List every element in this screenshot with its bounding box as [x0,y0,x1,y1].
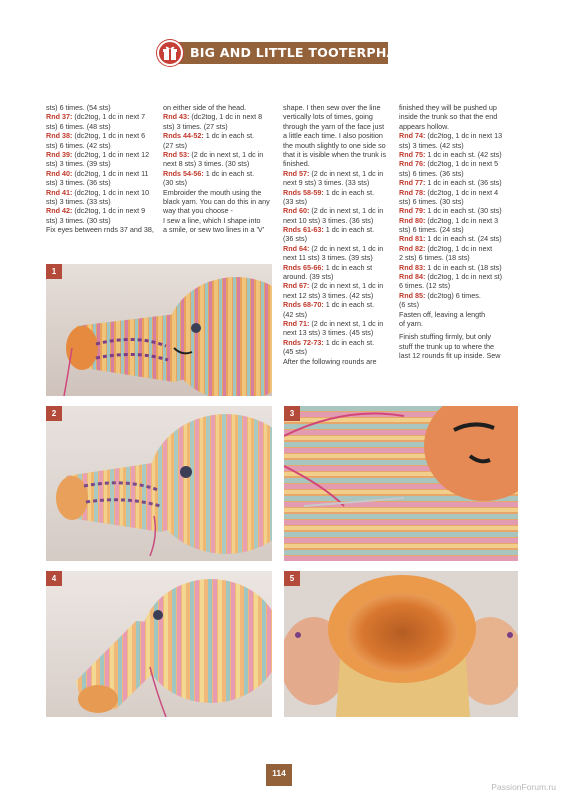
instruction-text: (42 sts) [283,309,307,319]
instruction-text: through the yarn of the face just [283,121,385,131]
instruction-text: 1 dc in each st. (24 sts) [425,234,502,244]
pattern-line [46,178,164,187]
pattern-line [399,281,517,290]
round-label: Rnd 77: [399,178,426,188]
gift-logo-icon [157,40,183,66]
pattern-line [46,225,164,234]
instruction-text: After the following rounds are [283,356,377,366]
instruction-text: black yarn. You can do this in any [163,196,270,206]
instruction-text: next 8 sts) 3 times. (30 sts) [163,159,250,169]
instruction-text: inside the trunk so that the end [399,112,498,122]
pattern-line [283,328,401,337]
instruction-text: 1 dc in each st. [323,225,375,235]
instruction-text: Embroider the mouth using the [163,187,262,197]
pattern-line [163,169,281,178]
pattern-line [399,342,517,351]
text-column-4 [399,103,517,361]
pattern-line [399,178,517,187]
instruction-text: 1 dc in each st. (30 sts) [425,206,502,216]
instruction-text: (45 sts) [283,347,307,357]
instruction-text: 1 dc in each st. [203,131,255,141]
instruction-text: sts) 6 times. (24 sts) [399,225,464,235]
pattern-line [399,272,517,281]
pattern-line [283,169,401,178]
instruction-text: 1 dc in each st. (42 sts) [425,149,502,159]
pattern-line [46,188,164,197]
instruction-text: sts) 6 times. (54 sts) [46,103,111,112]
instruction-text: a smile, or sew two lines in a 'V' [163,225,265,235]
pattern-line [283,131,401,140]
instruction-text: (30 sts) [163,178,187,188]
pattern-line [163,197,281,206]
pattern-line [283,300,401,309]
instruction-text: (dc2tog, 1 dc in next 11 [72,168,149,178]
photo-number: 3 [284,406,300,421]
pattern-line [399,225,517,234]
round-label: Rnd 74: [399,131,426,141]
instruction-text: (dc2tog, 1 dc in next 6 [72,131,146,141]
instruction-text: 1 dc in each st. (36 sts) [425,178,502,188]
pattern-line [46,103,164,112]
instruction-text: next 12 sts) 3 times. (42 sts) [283,290,374,300]
instruction-text: (2 dc in next st, 1 dc in [309,318,384,328]
pattern-line [283,291,401,300]
instruction-text: 1 dc in each st. (18 sts) [425,262,502,272]
pattern-line [163,112,281,121]
pattern-line [283,216,401,225]
instruction-text: sts) 3 times. (39 sts) [46,159,111,169]
pattern-line [399,197,517,206]
instruction-text: sts) 6 times. (42 sts) [46,140,111,150]
instruction-text: sts) 6 times. (48 sts) [46,121,111,131]
instruction-text: (dc2tog, 1 dc in next 5 [425,159,499,169]
instruction-text: 1 dc in each st. [203,168,255,178]
instruction-text: 1 dc in each st. [323,300,375,310]
pattern-line [46,150,164,159]
pattern-line [283,338,401,347]
pattern-line [283,188,401,197]
instruction-text: (2 dc in next st, 1 dc in [309,243,384,253]
round-label: Rnd 84: [399,272,426,282]
instruction-text: last 12 rounds fit up inside. Sew [399,351,501,361]
round-label: Rnds 72-73: [283,337,324,347]
pattern-line [399,150,517,159]
instruction-text: next 9 sts) 3 times. (33 sts) [283,178,370,188]
photo-number: 2 [46,406,62,421]
pattern-line [283,244,401,253]
photo-number: 4 [46,571,62,586]
instruction-text: sts) 3 times. (33 sts) [46,196,111,206]
pattern-line [46,206,164,215]
instruction-text: (2 dc in next st, 1 dc in [309,168,384,178]
round-label: Rnd 85: [399,290,426,300]
instruction-text: stuff the trunk up to where the [399,341,494,351]
instruction-text: sts) 3 times. (30 sts) [46,215,111,225]
instruction-text: (dc2tog, 1 dc in next 8 [189,112,263,122]
pattern-line [283,103,401,112]
pattern-line [163,225,281,234]
pattern-line [283,159,401,168]
round-label: Rnd 75: [399,149,426,159]
instruction-text: (27 sts) [163,140,187,150]
round-label: Rnd 83: [399,262,426,272]
instruction-text: appears hollow. [399,121,449,131]
instruction-text: (dc2tog, 1 dc in next 12 [72,149,150,159]
pattern-line [399,332,517,341]
pattern-line [163,159,281,168]
photo-step-2 [46,406,272,561]
photo-step-3 [284,406,518,561]
instruction-text: around. (39 sts) [283,272,334,282]
instruction-text: sts) 3 times. (27 sts) [163,121,228,131]
pattern-line [46,131,164,140]
instruction-text: finished they will be pushed up [399,103,497,112]
round-label: Rnd 60: [283,206,310,216]
pattern-line [399,169,517,178]
instruction-text: (dc2tog, 1 dc in next st) [425,272,503,282]
pattern-line [399,310,517,319]
instruction-text: on either side of the head. [163,103,247,112]
pattern-line [163,131,281,140]
instruction-text: 1 dc in each st. [323,337,375,347]
pattern-line [399,206,517,215]
round-label: Rnd 81: [399,234,426,244]
pattern-line [283,234,401,243]
pattern-line [283,225,401,234]
pattern-line [399,122,517,131]
instruction-text: (dc2tog, 1 dc in next 9 [72,206,146,216]
pattern-line [163,188,281,197]
pattern-line [283,281,401,290]
instruction-text: I sew a line, which I shape into [163,215,261,225]
pattern-line [283,310,401,319]
pattern-line [399,131,517,140]
instruction-text: that it is visible when the trunk is [283,149,387,159]
pattern-line [283,122,401,131]
pattern-line [46,216,164,225]
page-title: BIG AND LITTLE TOOTERPHANTS [190,45,426,60]
pattern-line [283,272,401,281]
pattern-line [163,141,281,150]
text-column-1 [46,103,164,234]
round-label: Rnd 79: [399,206,426,216]
pattern-line [399,351,517,360]
instruction-text: of yarn. [399,318,423,328]
pattern-line [46,112,164,121]
photo-number: 1 [46,264,62,279]
round-label: Rnd 39: [46,149,73,159]
round-label: Rnd 40: [46,168,73,178]
pattern-line [46,197,164,206]
pattern-line [46,141,164,150]
pattern-line [399,300,517,309]
round-label: Rnds 65-66: [283,262,324,272]
round-label: Rnd 57: [283,168,310,178]
round-label: Rnd 43: [163,112,190,122]
round-label: Rnd 53: [163,149,190,159]
instruction-text: Fasten off, leaving a length [399,309,486,319]
instruction-text: 1 dc in each st. [323,187,375,197]
instruction-text: sts) 6 times. (36 sts) [399,168,464,178]
photo-number: 5 [284,571,300,586]
instruction-text: 1 dc in each st [323,262,373,272]
pattern-line [283,357,401,366]
pattern-line [399,112,517,121]
photo-step-4 [46,571,272,717]
instruction-text: shape. I then sew over the line [283,103,381,112]
pattern-line [399,159,517,168]
pattern-line [399,216,517,225]
pattern-line [399,234,517,243]
pattern-line [399,244,517,253]
pattern-line [283,319,401,328]
round-label: Rnd 67: [283,281,310,291]
round-label: Rnds 61-63: [283,225,324,235]
photo-step-5 [284,571,518,717]
instruction-text: (36 sts) [283,234,307,244]
pattern-line [283,197,401,206]
pattern-line [283,141,401,150]
text-column-3 [283,103,401,366]
instruction-text: 6 times. (12 sts) [399,281,451,291]
instruction-text: next 11 sts) 3 times. (39 sts) [283,253,373,263]
pattern-line [46,169,164,178]
pattern-line [163,206,281,215]
instruction-text: sts) 6 times. (30 sts) [399,196,464,206]
instruction-text: (2 dc in next st, 1 dc in [309,281,384,291]
pattern-line [283,178,401,187]
instruction-text: (dc2tog, 1 dc in next 13 [425,131,503,141]
pattern-line [283,150,401,159]
instruction-text: next 10 sts) 3 times. (36 sts) [283,215,374,225]
pattern-line [283,263,401,272]
instruction-text: a little each time. I also position [283,131,383,141]
page-number: 114 [272,768,286,778]
round-label: Rnd 82: [399,243,426,253]
instruction-text: (2 dc in next st, 1 dc in [189,149,264,159]
instruction-text: finished. [283,159,310,169]
instruction-text: sts) 3 times. (42 sts) [399,140,464,150]
pattern-line [163,122,281,131]
pattern-line [283,112,401,121]
instruction-text: Finish stuffing firmly, but only [399,332,492,342]
pattern-line [399,103,517,112]
instruction-text: (dc2tog) 6 times. [425,290,481,300]
watermark: PassionForum.ru [491,782,556,792]
text-column-2 [163,103,281,234]
pattern-line [46,122,164,131]
pattern-line [399,263,517,272]
instruction-text: sts) 3 times. (36 sts) [46,178,111,188]
round-label: Rnd 76: [399,159,426,169]
pattern-line [399,291,517,300]
round-label: Rnd 64: [283,243,310,253]
instruction-text: 2 sts) 6 times. (18 sts) [399,253,470,263]
round-label: Rnd 42: [46,206,73,216]
pattern-line [399,141,517,150]
instruction-text: Fix eyes between rnds 37 and 38, [46,225,154,235]
instruction-text: vertically lots of times, going [283,112,373,122]
round-label: Rnds 54-56: [163,168,204,178]
round-label: Rnd 80: [399,215,426,225]
instruction-text: (33 sts) [283,196,307,206]
round-label: Rnds 44-52: [163,131,204,141]
instruction-text: next 13 sts) 3 times. (45 sts) [283,328,374,338]
instruction-text: (dc2tog, 1 dc in next 10 [72,187,150,197]
round-label: Rnd 71: [283,318,310,328]
pattern-line [163,178,281,187]
instruction-text: (dc2tog, 1 dc in next 3 [425,215,499,225]
instruction-text: the mouth slightly to one side so [283,140,386,150]
pattern-line [283,206,401,215]
pattern-line [399,253,517,262]
pattern-line [399,188,517,197]
instruction-text: (dc2tog, 1 dc in next 4 [425,187,499,197]
pattern-line [283,347,401,356]
round-label: Rnds 68-70: [283,300,324,310]
instruction-text: (dc2tog, 1 dc in next 7 [72,112,146,122]
pattern-line [163,216,281,225]
instruction-text: way that you choose - [163,206,233,216]
round-label: Rnds 58-59: [283,187,324,197]
round-label: Rnd 38: [46,131,73,141]
pattern-line [163,150,281,159]
round-label: Rnd 41: [46,187,73,197]
photo-step-1 [46,264,272,396]
pattern-line [283,253,401,262]
pattern-line [163,103,281,112]
instruction-text: (2 dc in next st, 1 dc in [309,206,384,216]
round-label: Rnd 37: [46,112,73,122]
pattern-line [399,319,517,328]
pattern-line [46,159,164,168]
instruction-text: (6 sts) [399,300,419,310]
round-label: Rnd 78: [399,187,426,197]
instruction-text: (dc2tog, 1 dc in next [425,243,493,253]
